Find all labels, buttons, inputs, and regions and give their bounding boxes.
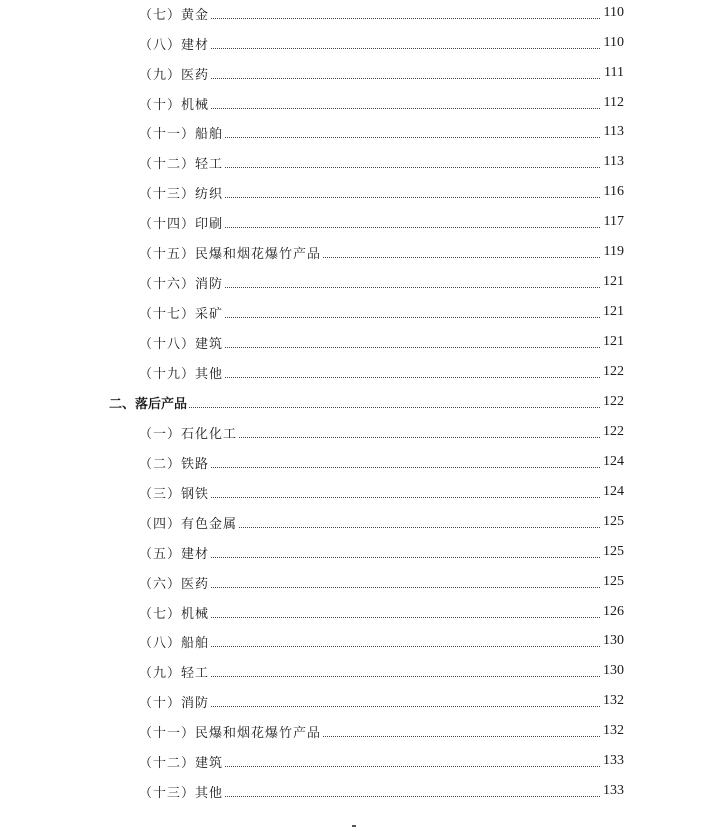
toc-entry[interactable] <box>0 451 710 473</box>
toc-entry[interactable] <box>0 62 710 84</box>
dot-leader <box>211 67 600 79</box>
toc-entry[interactable] <box>0 421 710 443</box>
toc-entry[interactable] <box>0 630 710 652</box>
dot-leader <box>323 725 600 737</box>
toc-entry-label: （十二）轻工 <box>139 156 224 172</box>
toc-entry[interactable] <box>0 571 710 593</box>
toc-entry[interactable] <box>0 151 710 173</box>
dot-leader <box>225 216 600 228</box>
toc-entry[interactable] <box>0 780 710 802</box>
toc-entry[interactable] <box>0 241 710 263</box>
toc-entry-page: 122 <box>603 424 624 439</box>
toc-entry-page: 112 <box>603 95 624 110</box>
toc-entry-label: （十）机械 <box>139 97 210 113</box>
toc-entry-label: （十八）建筑 <box>139 336 224 352</box>
toc-entry-page: 121 <box>603 274 624 289</box>
dot-leader <box>225 306 600 318</box>
toc-entry-label: （六）医药 <box>139 576 210 592</box>
toc-entry-page: 124 <box>603 454 624 469</box>
dot-leader <box>211 546 600 558</box>
toc-entry-label: （二）铁路 <box>139 456 210 472</box>
toc-entry[interactable] <box>0 750 710 772</box>
toc-entry[interactable] <box>0 541 710 563</box>
page-footer-mark <box>352 825 356 827</box>
toc-entry-page: 132 <box>603 693 624 708</box>
toc-entry[interactable] <box>0 720 710 742</box>
toc-entry-label: （七）机械 <box>139 606 210 622</box>
toc-entry[interactable] <box>0 121 710 143</box>
dot-leader <box>211 695 600 707</box>
toc-entry-label: （十九）其他 <box>139 366 224 382</box>
toc-entry[interactable] <box>0 32 710 54</box>
toc-entry-page: 121 <box>603 334 624 349</box>
toc-entry-label: （十三）纺织 <box>139 186 224 202</box>
toc-entry-label: （十一）船舶 <box>139 126 224 142</box>
dot-leader <box>323 246 600 258</box>
toc-entry[interactable] <box>0 361 710 383</box>
toc-entry-label: 二、落后产品 <box>109 396 188 412</box>
toc-entry[interactable] <box>0 690 710 712</box>
toc-entry[interactable] <box>0 271 710 293</box>
dot-leader <box>211 576 600 588</box>
toc-entry-page: 111 <box>604 65 624 80</box>
dot-leader <box>225 126 600 138</box>
toc-entry-label: （十五）民爆和烟花爆竹产品 <box>139 246 322 262</box>
toc-entry[interactable] <box>0 92 710 114</box>
toc-entry-page: 110 <box>603 5 624 20</box>
toc-entry-page: 113 <box>603 124 624 139</box>
toc-entry-page: 122 <box>603 394 624 409</box>
toc-entry[interactable] <box>0 211 710 233</box>
toc-entry-label: （五）建材 <box>139 546 210 562</box>
toc-entry-label: （八）船舶 <box>139 635 210 651</box>
dot-leader <box>225 366 600 378</box>
toc-entry-page: 110 <box>603 35 624 50</box>
toc-entry-label: （十四）印刷 <box>139 216 224 232</box>
toc-entry-page: 132 <box>603 723 624 738</box>
toc-entry[interactable] <box>0 511 710 533</box>
dot-leader <box>225 755 600 767</box>
toc-entry[interactable] <box>0 601 710 623</box>
toc-entry-page: 125 <box>603 574 624 589</box>
toc-entry-label: （十二）建筑 <box>139 755 224 771</box>
dot-leader <box>211 37 600 49</box>
dot-leader <box>189 396 600 408</box>
toc-entry-page: 130 <box>603 633 624 648</box>
dot-leader <box>211 486 600 498</box>
toc-entry[interactable] <box>0 331 710 353</box>
toc-entry-label: （十三）其他 <box>139 785 224 801</box>
toc-entry[interactable] <box>0 301 710 323</box>
toc-entry[interactable] <box>0 181 710 203</box>
toc-section-heading[interactable] <box>0 391 710 413</box>
toc-entry-label: （八）建材 <box>139 37 210 53</box>
toc-entry-page: 113 <box>603 154 624 169</box>
toc-entry-page: 116 <box>603 184 624 199</box>
toc-entry[interactable] <box>0 660 710 682</box>
toc-entry-page: 124 <box>603 484 624 499</box>
toc-entry-label: （十六）消防 <box>139 276 224 292</box>
dot-leader <box>211 606 600 618</box>
toc-entry-page: 133 <box>603 753 624 768</box>
toc-entry-page: 133 <box>603 783 624 798</box>
dot-leader <box>225 156 600 168</box>
toc-entry-page: 126 <box>603 604 624 619</box>
toc-entry-label: （十）消防 <box>139 695 210 711</box>
toc-entry-page: 122 <box>603 364 624 379</box>
dot-leader <box>239 426 600 438</box>
dot-leader <box>211 7 600 19</box>
dot-leader <box>225 785 600 797</box>
toc-entry-page: 130 <box>603 663 624 678</box>
toc-entry-page: 125 <box>603 544 624 559</box>
toc-entry-label: （一）石化化工 <box>139 426 238 442</box>
dot-leader <box>211 456 600 468</box>
toc-entry-page: 119 <box>603 244 624 259</box>
dot-leader <box>225 276 600 288</box>
dot-leader <box>211 97 600 109</box>
dot-leader <box>211 635 600 647</box>
toc-entry-page: 117 <box>603 214 624 229</box>
toc-entry-label: （十一）民爆和烟花爆竹产品 <box>139 725 322 741</box>
toc-entry-label: （三）钢铁 <box>139 486 210 502</box>
dot-leader <box>239 516 600 528</box>
toc-entry-label: （四）有色金属 <box>139 516 238 532</box>
toc-entry[interactable] <box>0 2 710 24</box>
dot-leader <box>225 336 600 348</box>
toc-entry-label: （九）医药 <box>139 67 210 83</box>
toc-entry-label: （九）轻工 <box>139 665 210 681</box>
toc-entry-page: 121 <box>603 304 624 319</box>
toc-entry-label: （七）黄金 <box>139 7 210 23</box>
toc-entry[interactable] <box>0 481 710 503</box>
toc-entry-label: （十七）采矿 <box>139 306 224 322</box>
dot-leader <box>225 186 600 198</box>
dot-leader <box>211 665 600 677</box>
toc-entry-page: 125 <box>603 514 624 529</box>
